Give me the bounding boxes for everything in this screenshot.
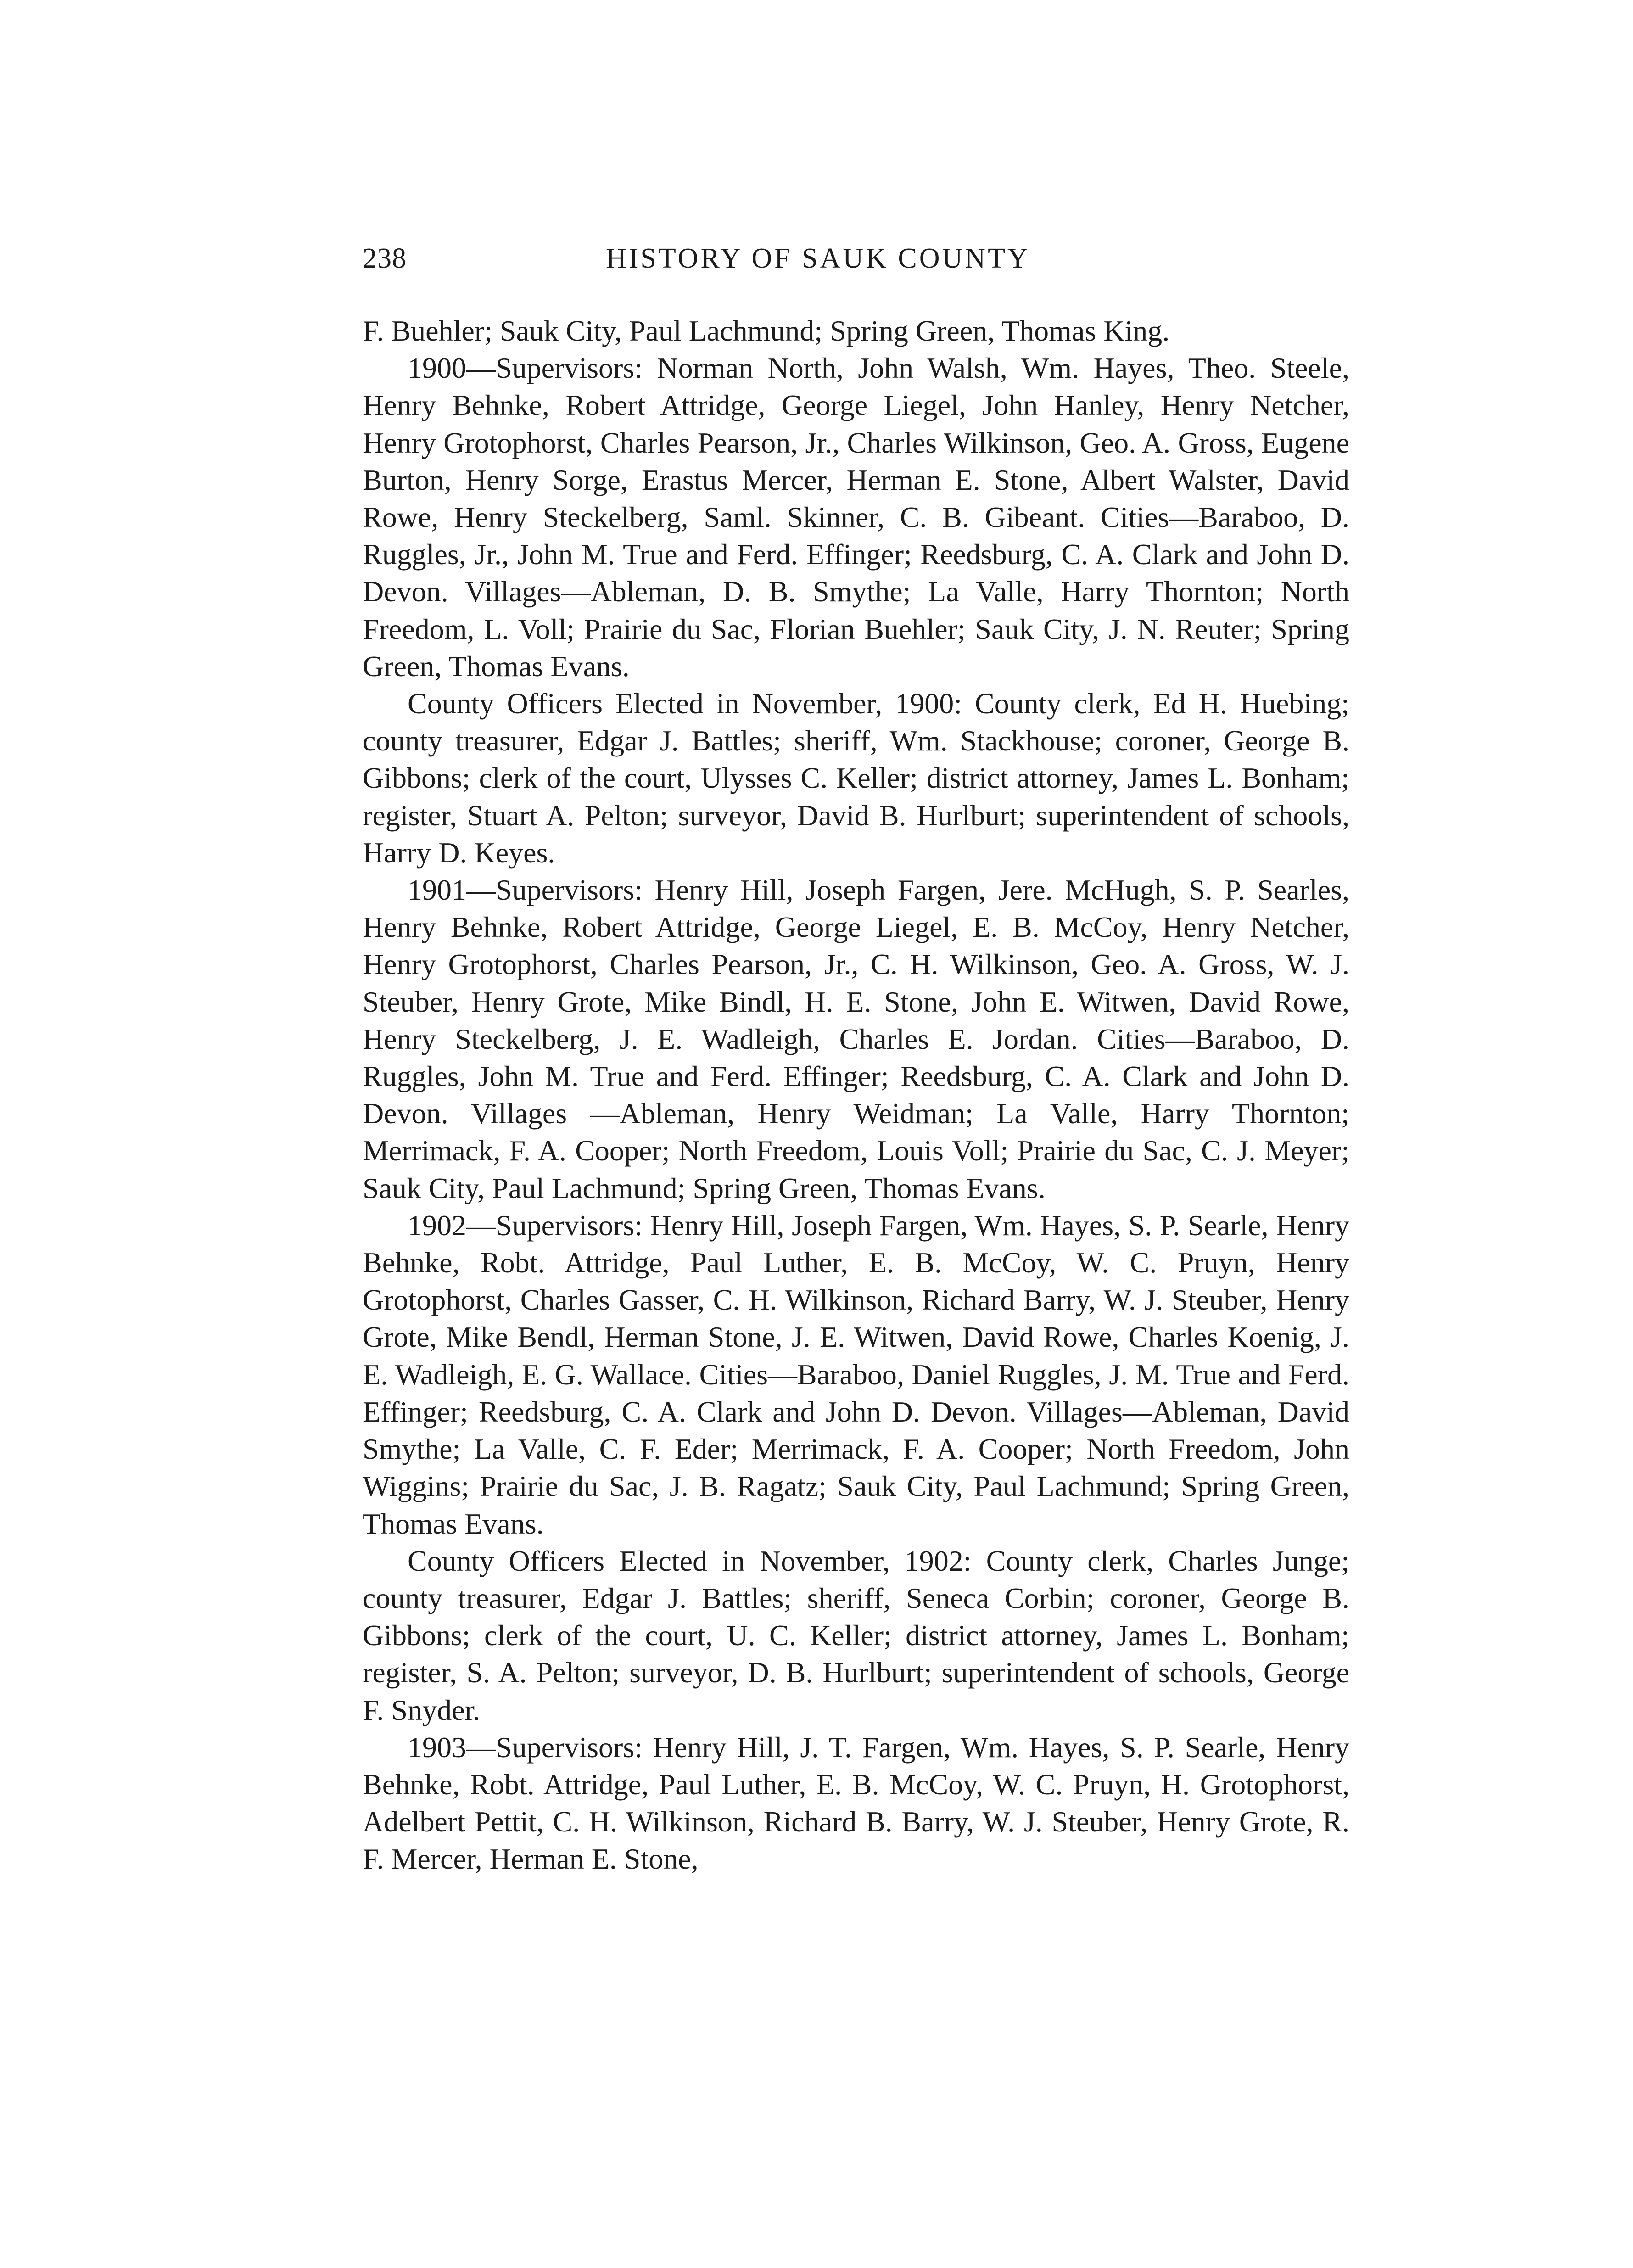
paragraph-1900-county-officers: County Officers Elected in November, 1900: County clerk, Ed H. Huebing; county treasurer, Edgar J. Battles; sheriff, Wm. Stackhouse; coroner, George B. Gibbons; clerk of the court, Ulysses C. Keller; district attorney, James L. Bonham; register, Stuart A. Pelton; surveyor, David B. Hurlburt; superintendent of schools, Harry D. Keyes. (363, 687, 1349, 869)
running-title: HISTORY OF SAUK COUNTY (606, 243, 1030, 274)
running-head (363, 242, 1359, 284)
paragraph-1902-supervisors: 1902—Supervisors: Henry Hill, Joseph Fargen, Wm. Hayes, S. P. Searle, Henry Behnke, Robt. Attridge, Paul Luther, E. B. McCoy, W. C. Pruyn, Henry Grotophorst, Charles Gasser, C. H. Wilkinson, Richard Barry, W. J. Steuber, Henry Grote, Mike Bendl, Herman Stone, J. E. Witwen, David Rowe, Charles Koenig, J. E. Wadleigh, E. G. Wallace. Cities—Baraboo, Daniel Ruggles, J. M. True and Ferd. Effinger; Reedsburg, C. A. Clark and John D. Devon. Villages—Ableman, David Smythe; La Valle, C. F. Eder; Merrimack, F. A. Cooper; North Freedom, John Wiggins; Prairie du Sac, J. B. Ragatz; Sauk City, Paul Lachmund; Spring Green, Thomas Evans. (363, 1209, 1349, 1540)
paragraph-1903-supervisors: 1903—Supervisors: Henry Hill, J. T. Fargen, Wm. Hayes, S. P. Searle, Henry Behnke, Robt. Attridge, Paul Luther, E. B. McCoy, W. C. Pruyn, H. Grotophorst, Adelbert Pettit, C. H. Wilkinson, Richard B. Barry, W. J. Steuber, Henry Grote, R. F. Mercer, Herman E. Stone, (363, 1730, 1349, 1876)
page-number: 238 (363, 243, 407, 274)
body-text (363, 312, 1349, 1878)
paragraph-continuation: F. Buehler; Sauk City, Paul Lachmund; Spring Green, Thomas King. (363, 314, 1170, 347)
paragraph-1901-supervisors: 1901—Supervisors: Henry Hill, Joseph Fargen, Jere. McHugh, S. P. Searles, Henry Behnke, Robert Attridge, George Liegel, E. B. McCoy, Henry Netcher, Henry Grotophorst, Charles Pearson, Jr., C. H. Wilkinson, Geo. A. Gross, W. J. Steuber, Henry Grote, Mike Bindl, H. E. Stone, John E. Witwen, David Rowe, Henry Steckelberg, J. E. Wadleigh, Charles E. Jordan. Cities—Baraboo, D. Ruggles, John M. True and Ferd. Effinger; Reedsburg, C. A. Clark and John D. Devon. Villages —Ableman, Henry Weidman; La Valle, Harry Thornton; Merrimack, F. A. Cooper; North Freedom, Louis Voll; Prairie du Sac, C. J. Meyer; Sauk City, Paul Lachmund; Spring Green, Thomas Evans. (363, 874, 1349, 1204)
paragraph-1902-county-officers: County Officers Elected in November, 1902: County clerk, Charles Junge; county treasurer, Edgar J. Battles; sheriff, Seneca Corbin; coroner, George B. Gibbons; clerk of the court, U. C. Keller; district attorney, James L. Bonham; register, S. A. Pelton; surveyor, D. B. Hurlburt; superintendent of schools, George F. Snyder. (363, 1544, 1349, 1726)
paragraph-1900-supervisors: 1900—Supervisors: Norman North, John Walsh, Wm. Hayes, Theo. Steele, Henry Behnke, Robert Attridge, George Liegel, John Hanley, Henry Netcher, Henry Grotophorst, Charles Pearson, Jr., Charles Wilkinson, Geo. A. Gross, Eugene Burton, Henry Sorge, Erastus Mercer, Herman E. Stone, Albert Walster, David Rowe, Henry Steckelberg, Saml. Skinner, C. B. Gibeant. Cities—Baraboo, D. Ruggles, Jr., John M. True and Ferd. Effinger; Reedsburg, C. A. Clark and John D. Devon. Villages—Ableman, D. B. Smythe; La Valle, Harry Thornton; North Freedom, L. Voll; Prairie du Sac, Florian Buehler; Sauk City, J. N. Reuter; Spring Green, Thomas Evans. (363, 352, 1349, 683)
